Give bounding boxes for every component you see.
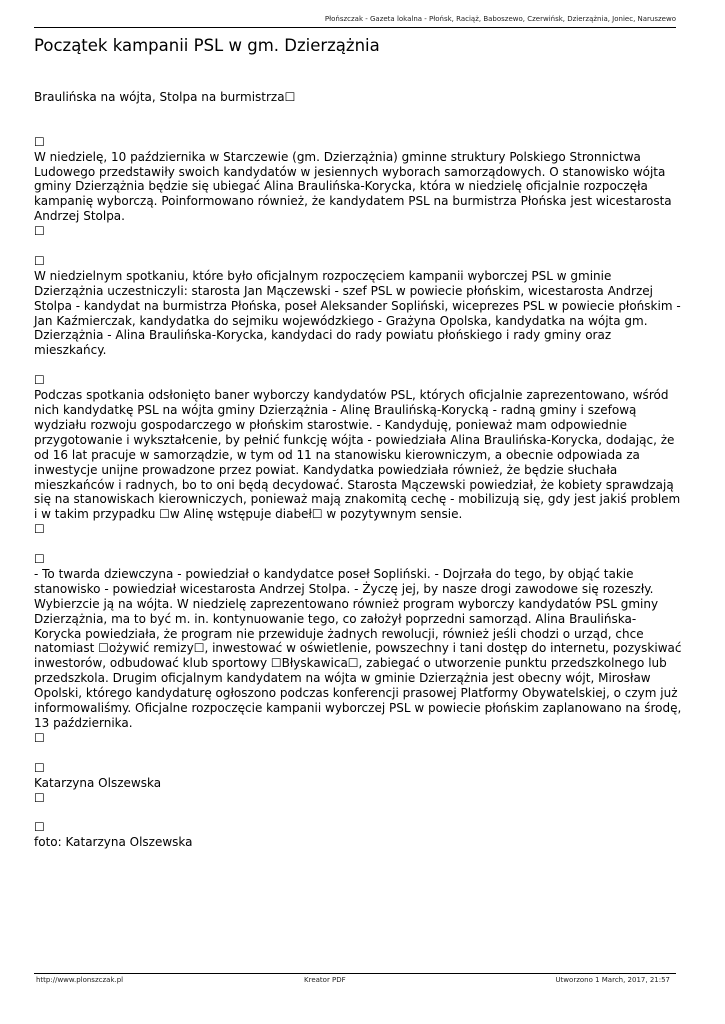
article-body [34,90,682,850]
paragraph-marker: ☐ [34,134,45,149]
footer-created-date: Utworzono 1 March, 2017, 21:57 [555,976,670,984]
header-divider [34,27,676,28]
paragraph-marker: ☐ [34,730,45,745]
site-header: Płońszczak - Gazeta lokalna - Płońsk, Raciąż, Baboszewo, Czerwińsk, Dzierzążnia, Joniec, Naruszewo [324,15,676,23]
article-subtitle: Braulińska na wójta, Stolpa na burmistrza☐ [34,90,296,104]
paragraph-marker: ☐ [34,253,45,268]
footer-divider [34,973,676,974]
paragraph-marker: ☐ [34,760,45,775]
paragraph-marker: ☐ [34,790,45,805]
paragraph-3: Podczas spotkania odsłonięto baner wyborczy kandydatów PSL, których oficjalnie zaprezentowano, wśród nich kandydatkę PSL na wójta gminy Dzierzążnia - Alinę Braulińską-Korycką - radną gminy i szefową wydziału rozwoju gospodarczego w płońskim starostwie. - Kandyduję, ponieważ mam odpowiednie przygotowanie i wykształcenie, by pełnić funkcję wójta - powiedziała Alina Braulińska-Korycka, dodając, że od 16 lat pracuje w samorządzie, w tym od 11 na stanowisku kierowniczym, a obecnie odpowiada za inwestycje unijne prowadzone przez powiat. Kandydatka powiedziała również, że będzie słuchała mieszkańców i radnych, bo to oni będą decydować. Starosta Mączewski powiedział, że kobiety sprawdzają się na stanowiskach kierowniczych, ponieważ mają znakomitą cechę - mobilizują się, gdy jest jakiś problem i w takim przypadku ☐w Alinę wstępuje diabeł☐ w pozytywnym sensie. [34,388,681,522]
paragraph-4: - To twarda dziewczyna - powiedział o kandydatce poseł Sopliński. - Dojrzała do tego, by objąć takie stanowisko - powiedział wicestarosta Andrzej Stolpa. - Życzę jej, by nasze drogi zawodowe się rozeszły. Wybierzcie ją na wójta. W niedzielę zaprezentowano również program wyborczy kandydatów PSL gminy Dzierzążnia, ma to być m. in. kontynuowanie tego, co założył poprzedni samorząd. Alina Braulińska-Korycka powiedziała, że program nie przewiduje żadnych rewolucji, również jeśli chodzi o urząd, chce natomiast ☐ożywić remizy☐, inwestować w oświetlenie, powszechny i tani dostęp do internetu, pozyskiwać inwestorów, odbudować klub sportowy ☐Błyskawica☐, zabiegać o utworzenie punktu przedszkolnego lub przedszkola. Drugim oficjalnym kandydatem na wójta w gminie Dzierzążnia jest obecny wójt, Mirosław Opolski, którego kandydaturę ogłoszono podczas konferencji prasowej Platformy Obywatelskiej, o czym już informowaliśmy. Oficjalne rozpoczęcie kampanii wyborczej PSL w powiecie płońskim zaplanowano na środę, 13 października. [34,566,682,730]
paragraph-marker: ☐ [34,224,45,239]
author-name: Katarzyna Olszewska [34,775,162,790]
paragraph-marker: ☐ [34,552,45,567]
paragraph-marker: ☐ [34,373,45,388]
footer-url-link[interactable]: http://www.plonszczak.pl [36,976,124,984]
article-title: Początek kampanii PSL w gm. Dzierzążnia [34,36,380,55]
footer-generator: Kreator PDF [304,976,346,984]
paragraph-2: W niedzielnym spotkaniu, które było oficjalnym rozpoczęciem kampanii wyborczej PSL w gminie Dzierzążnia uczestniczyli: starosta Jan Mączewski - szef PSL w powiecie płońskim, wicestarosta Andrzej Stolpa - kandydat na burmistrza Płońska, poseł Aleksander Sopliński, wiceprezes PSL w powiecie płońskim - Jan Kaźmierczak, kandydatka do sejmiku wojewódzkiego - Grażyna Opolska, kandydatka na wójta gm. Dzierzążnia - Alina Braulińska-Korycka, kandydaci do rady powiatu płońskiego i rady gminy oraz mieszkańcy. [34,268,681,358]
paragraph-marker: ☐ [34,820,45,835]
page-footer [34,976,676,986]
paragraph-1: W niedzielę, 10 października w Starczewie (gm. Dzierzążnia) gminne struktury Polskiego Stronnictwa Ludowego przedstawiły swoich kandydatów w jesiennych wyborach samorządowych. O stanowisko wójta gminy Dzierzążnia będzie się ubiegać Alina Braulińska-Korycka, która w niedzielę oficjalnie rozpoczęła kampanię wyborczą. Poinformowano również, że kandydatem PSL na burmistrza Płońska jest wicestarosta Andrzej Stolpa. [34,149,672,224]
photo-credit: foto: Katarzyna Olszewska [34,835,193,850]
paragraph-marker: ☐ [34,522,45,537]
